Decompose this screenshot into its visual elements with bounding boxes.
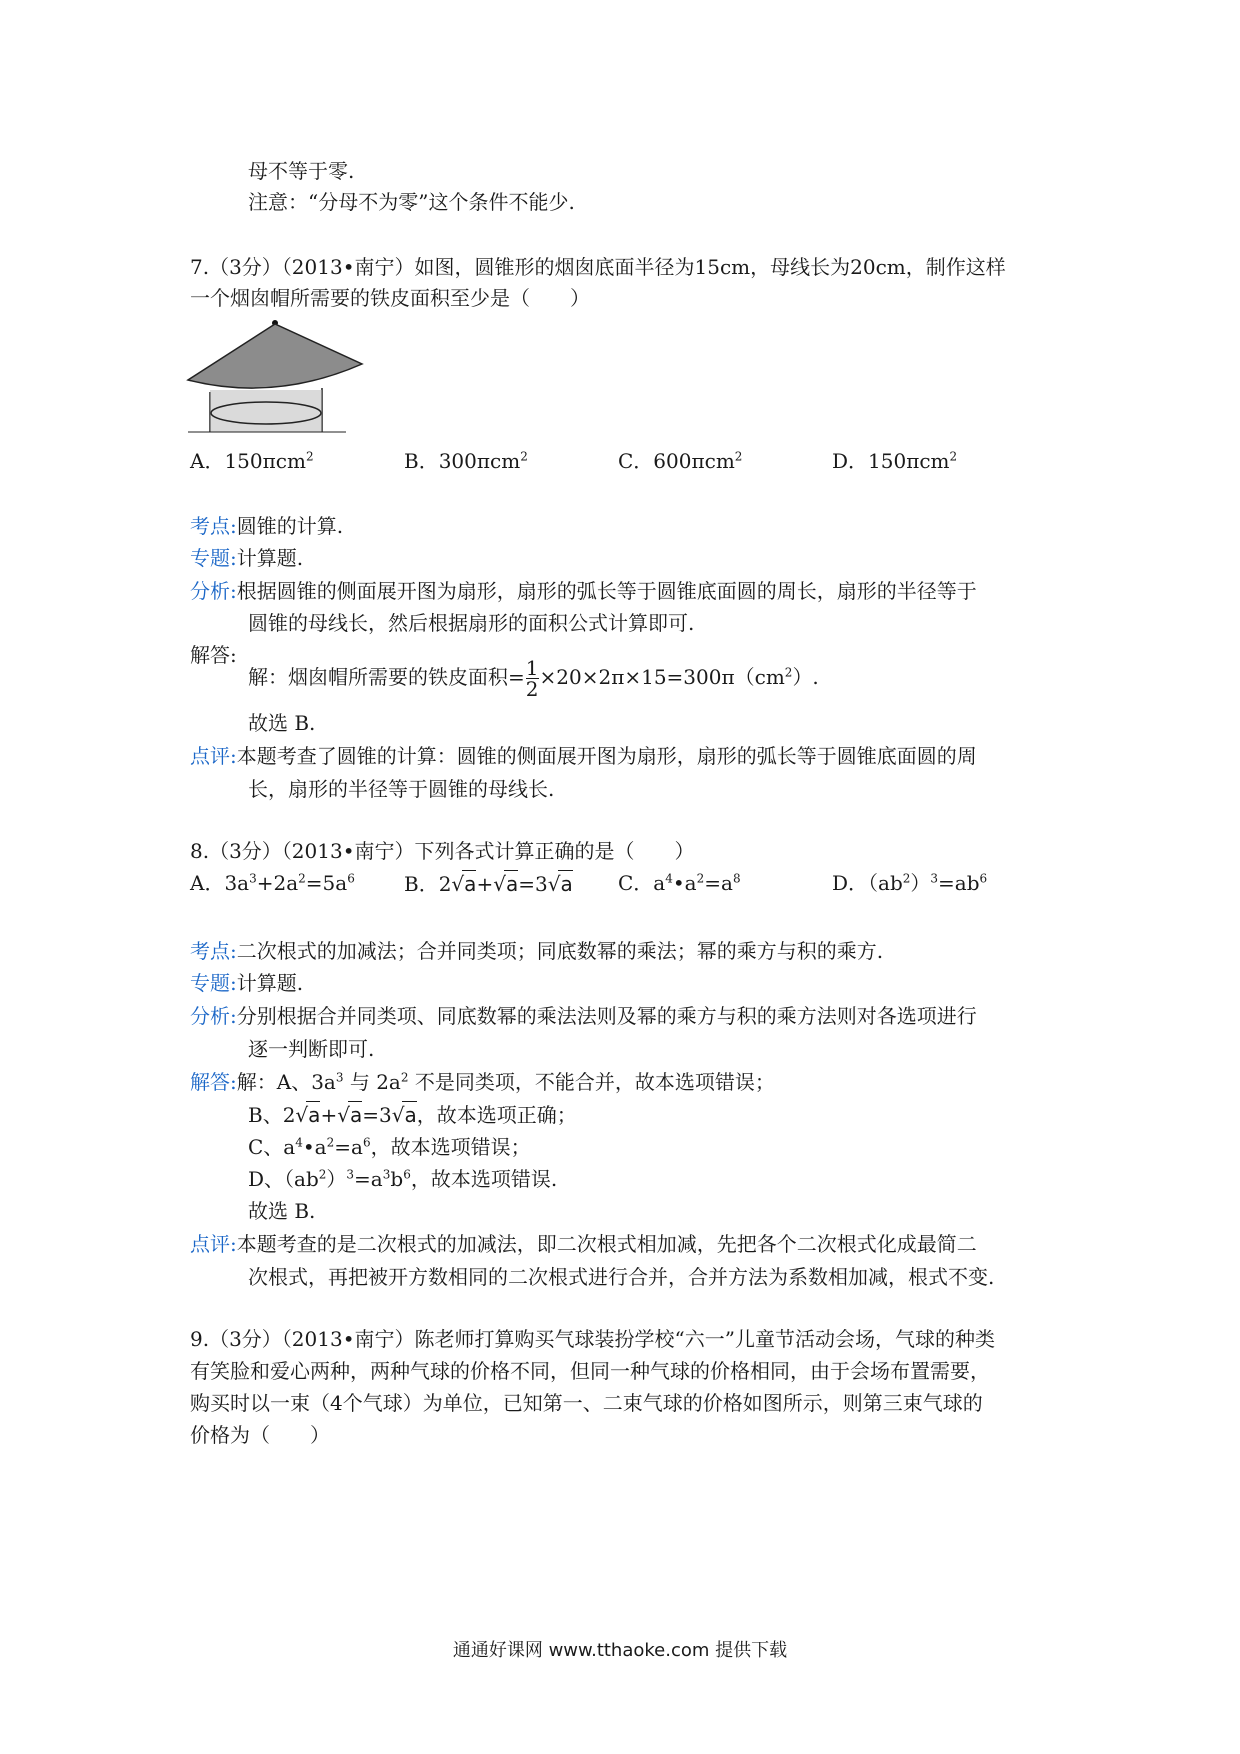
prev-text-2: 注意：“分母不为零”这个条件不能少. xyxy=(248,190,575,214)
q8-jieda-c: C、$a^4•a^2=a^6$，故本选项错误； xyxy=(248,1135,531,1159)
q7-option-c: C．600πcm$^2$ xyxy=(618,449,743,473)
q8-guxuan: 故选 B. xyxy=(248,1199,316,1223)
q7-stem-1: 7.（3分）（2013•南宁）如图，圆锥形的烟囱底面半径为15cm，母线长为20cm，制作这样 xyxy=(190,255,1006,279)
q8-dianping-2: 次根式，再把被开方数相同的二次根式进行合并，合并方法为系数相加减，根式不变. xyxy=(248,1265,995,1289)
q7-dianping-1: 点评:本题考查了圆锥的计算：圆锥的侧面展开图为扇形，扇形的弧长等于圆锥底面圆的周 xyxy=(190,744,977,768)
q7-stem-2: 一个烟囱帽所需要的铁皮面积至少是（ ） xyxy=(190,286,590,310)
prev-text-1: 母不等于零. xyxy=(248,159,355,183)
q8-stem: 8.（3分）（2013•南宁）下列各式计算正确的是（ ） xyxy=(190,839,695,863)
q8-jieda-b: B、2√a+√a=3√a，故本选项正确； xyxy=(248,1103,577,1127)
q8-option-c: C．$a^4•a^2=a^8$ xyxy=(618,871,741,895)
q7-option-a: A．150πcm$^2$ xyxy=(190,449,314,473)
q7-dianping-2: 长，扇形的半径等于圆锥的母线长. xyxy=(248,777,555,801)
q7-jieda: 解：烟囱帽所需要的铁皮面积= $\frac{1}{2}$ $\times 20\times 2\pi\times 15=300\pi(cm^2)$. xyxy=(248,656,819,701)
q8-jieda-d: D、$(ab^2)^3=a^3b^6$，故本选项错误. xyxy=(248,1167,558,1191)
q7-option-b: B．300πcm$^2$ xyxy=(404,449,528,473)
q8-dianping-1: 点评:本题考查的是二次根式的加减法，即二次根式相加减，先把各个二次根式化成最简二 xyxy=(190,1232,977,1256)
chimney-cap-figure xyxy=(186,318,364,438)
q7-fenxi-1: 分析:根据圆锥的侧面展开图为扇形，扇形的弧长等于圆锥底面圆的周长，扇形的半径等于 xyxy=(190,579,977,603)
q8-option-b: B．2√a+√a=3√a xyxy=(404,872,573,896)
q7-kaodian: 考点:圆锥的计算. xyxy=(190,514,344,538)
q8-zhuanti: 专题:计算题. xyxy=(190,971,304,995)
q7-guxuan: 故选 B. xyxy=(248,711,316,735)
q8-option-d: D．$(ab^2)^3=ab^6$ xyxy=(832,871,988,895)
footer-text: 通通好课网 www.tthaoke.com 提供下载 xyxy=(452,1640,788,1661)
q9-stem-3: 购买时以一束（4个气球）为单位，已知第一、二束气球的价格如图所示，则第三束气球的 xyxy=(190,1391,983,1415)
q9-stem-4: 价格为（ ） xyxy=(190,1423,330,1447)
q8-kaodian: 考点:二次根式的加减法；合并同类项；同底数幂的乘法；幂的乘方与积的乘方. xyxy=(190,939,884,963)
q7-jieda-label: 解答: xyxy=(190,643,237,667)
fraction-half: $\frac{1}{2}$ xyxy=(525,656,539,701)
q9-stem-1: 9.（3分）（2013•南宁）陈老师打算购买气球装扮学校“六一”儿童节活动会场，气球的种类 xyxy=(190,1327,995,1351)
q8-fenxi-1: 分析:分别根据合并同类项、同底数幂的乘法法则及幂的乘方与积的乘方法则对各选项进行 xyxy=(190,1004,977,1028)
q8-jieda-a: 解答:解：A、$3a^3$ 与 $2a^2$ 不是同类项，不能合并，故本选项错误； xyxy=(190,1070,775,1094)
q7-option-d: D．150πcm$^2$ xyxy=(832,449,958,473)
q8-fenxi-2: 逐一判断即可. xyxy=(248,1037,375,1061)
q8-option-a: A．$3a^3+2a^2=5a^6$ xyxy=(190,871,355,895)
q7-fenxi-2: 圆锥的母线长，然后根据扇形的面积公式计算即可. xyxy=(248,611,695,635)
q9-stem-2: 有笑脸和爱心两种，两种气球的价格不同，但同一种气球的价格相同，由于会场布置需要， xyxy=(190,1359,990,1383)
q7-zhuanti: 专题:计算题. xyxy=(190,546,304,570)
